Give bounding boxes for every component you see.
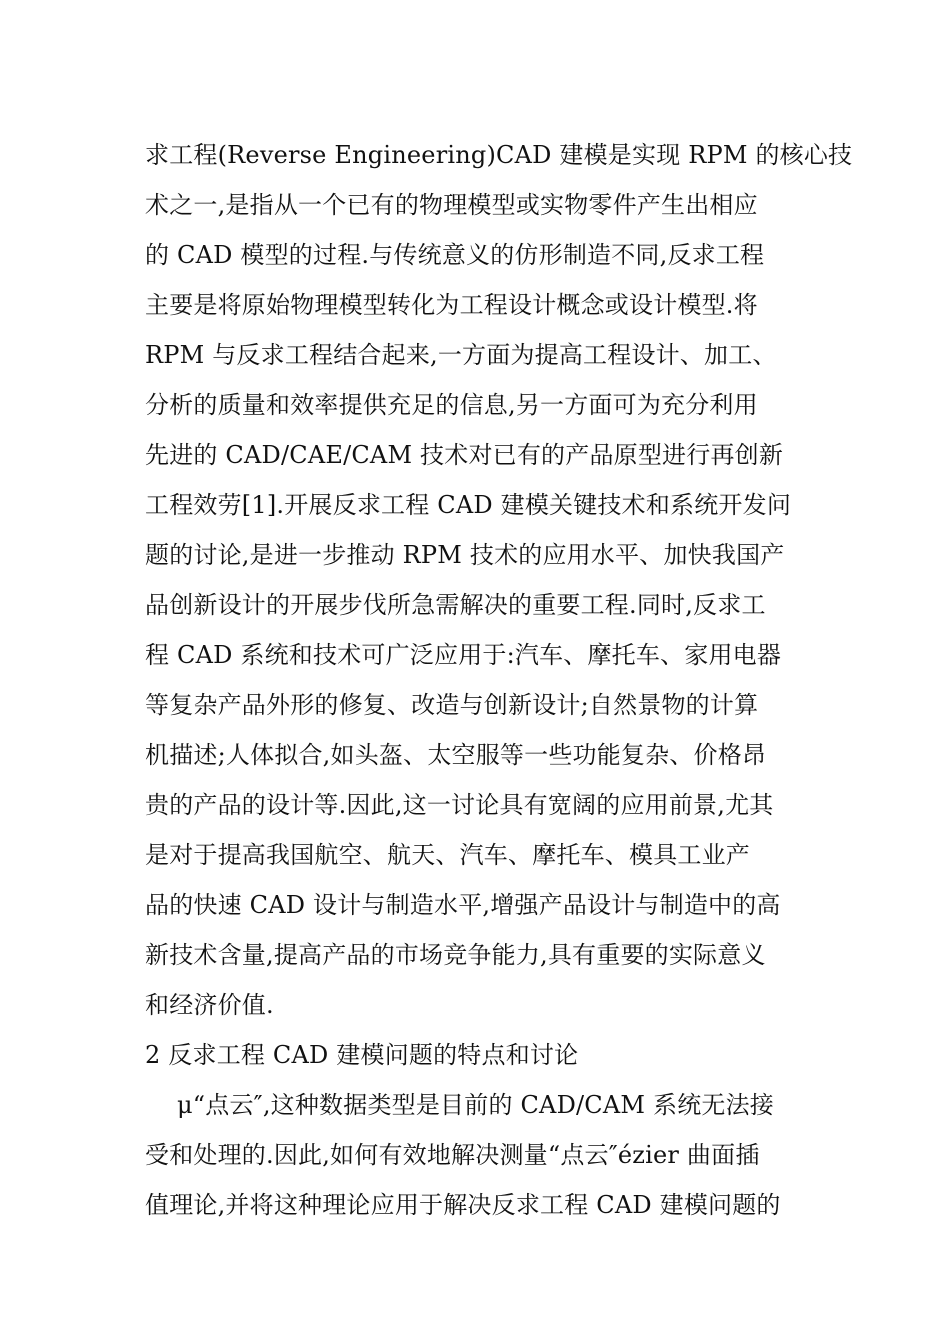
text-line: 主要是将原始物理模型转化为工程设计概念或设计模型.将 xyxy=(145,291,758,319)
text-line: 先进的 CAD/CAE/CAM 技术对已有的产品原型进行再创新 xyxy=(145,441,784,469)
body-text xyxy=(145,130,853,1230)
text-line: 受和处理的.因此,如何有效地解决测量“点云″ézier 曲面插 xyxy=(145,1141,760,1169)
text-line: 工程效劳[1].开展反求工程 CAD 建模关键技术和系统开发问 xyxy=(145,491,792,519)
section-heading: 2 反求工程 CAD 建模问题的特点和讨论 xyxy=(145,1041,579,1069)
text-line: 等复杂产品外形的修复、改造与创新设计;自然景物的计算 xyxy=(145,691,759,719)
text-line: 品的快速 CAD 设计与制造水平,增强产品设计与制造中的高 xyxy=(145,891,781,919)
text-line: 值理论,并将这种理论应用于解决反求工程 CAD 建模问题的 xyxy=(145,1191,781,1219)
text-line: RPM 与反求工程结合起来,一方面为提高工程设计、加工、 xyxy=(145,341,777,369)
text-line: 程 CAD 系统和技术可广泛应用于:汽车、摩托车、家用电器 xyxy=(145,641,782,669)
text-line: 的 CAD 模型的过程.与传统意义的仿形制造不同,反求工程 xyxy=(145,241,765,269)
text-line: 术之一,是指从一个已有的物理模型或实物零件产生出相应 xyxy=(145,191,758,219)
text-line: 和经济价值. xyxy=(145,991,274,1019)
text-line: 品创新设计的开展步伐所急需解决的重要工程.同时,反求工 xyxy=(145,591,766,619)
text-line: 分析的质量和效率提供充足的信息,另一方面可为充分利用 xyxy=(145,391,758,419)
text-line: μ“点云″,这种数据类型是目前的 CAD/CAM 系统无法接 xyxy=(177,1091,775,1119)
text-line: 题的讨论,是进一步推动 RPM 技术的应用水平、加快我国产 xyxy=(145,541,785,569)
text-line: 是对于提高我国航空、航天、汽车、摩托车、模具工业产 xyxy=(145,841,750,869)
text-line: 新技术含量,提高产品的市场竞争能力,具有重要的实际意义 xyxy=(145,941,766,969)
text-line: 求工程(Reverse Engineering)CAD 建模是实现 RPM 的核心技 xyxy=(145,141,853,169)
text-line: 机描述;人体拟合,如头盔、太空服等一些功能复杂、价格昂 xyxy=(145,741,767,769)
text-line: 贵的产品的设计等.因此,这一讨论具有宽阔的应用前景,尤其 xyxy=(145,791,774,819)
